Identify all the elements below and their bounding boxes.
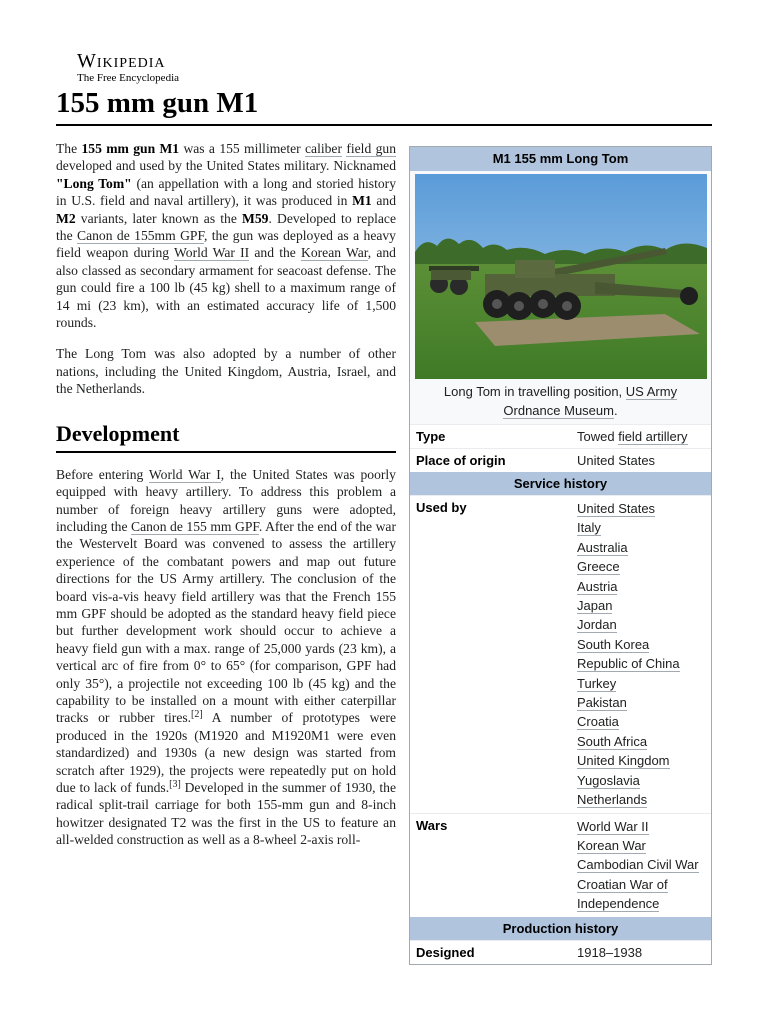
- used-by-link[interactable]: Greece: [577, 559, 620, 575]
- infobox-row-wars: [410, 813, 711, 917]
- infobox-label: Used by: [416, 500, 467, 515]
- infobox-row-used-by: [410, 495, 711, 813]
- bold-term: M59: [242, 210, 269, 226]
- used-by-item: [577, 654, 711, 673]
- wikipedia-wordmark: Wikipedia: [77, 50, 166, 72]
- used-by-link[interactable]: Japan: [577, 598, 613, 614]
- infobox: [409, 146, 712, 965]
- used-by-link[interactable]: Italy: [577, 520, 601, 536]
- intro-paragraph-1: The 155 mm gun M1 was a 155 millimeter caliber field gun developed and used by the United States military. Nicknamed "Long Tom" (an appellation with a long and storied history in U.S. field and naval artillery), it was produced in M1 and M2 variants, later known as the M59. Developed to replace the Canon de 155mm GPF, the gun was deployed as a heavy field weapon during World War II and the Korean War, and also classed as secondary armament for seacoast defense. The gun could fire a 100 lb (45 kg) shell to a maximum range of 14 mi (23 km), with an estimated accuracy life of 1,500 rounds.: [56, 141, 396, 331]
- infobox-image-caption: Long Tom in travelling position, US Army Ordnance Museum.: [443, 384, 678, 418]
- used-by-link[interactable]: Yugoslavia: [577, 772, 640, 788]
- infobox-label: Type: [416, 429, 446, 444]
- reference-link-2[interactable]: [2]: [191, 709, 203, 721]
- used-by-item: [577, 732, 711, 751]
- infobox-label: Wars: [416, 817, 448, 833]
- used-by-item: [577, 557, 711, 576]
- infobox-row-origin: [410, 448, 711, 472]
- infobox-row-designed: [410, 940, 711, 964]
- used-by-item: [577, 712, 711, 731]
- bold-term: M1: [352, 193, 372, 209]
- used-by-link[interactable]: South Korea: [577, 636, 650, 652]
- infobox-value: Towed field artillery: [577, 429, 688, 444]
- used-by-item: [577, 577, 711, 596]
- used-by-link[interactable]: Croatia: [577, 714, 619, 730]
- infobox-row-type: [410, 424, 711, 448]
- used-by-link[interactable]: Republic of China: [577, 656, 680, 672]
- war-item: [577, 817, 711, 836]
- war-link[interactable]: Cambodian Civil War: [577, 857, 699, 873]
- used-by-item: [577, 674, 711, 693]
- used-by-item: [577, 751, 711, 770]
- used-by-link[interactable]: United Kingdom: [577, 753, 670, 769]
- page-title: 155 mm gun M1: [56, 84, 712, 126]
- used-by-item: [577, 499, 711, 518]
- used-by-item: [577, 771, 711, 790]
- used-by-item: [577, 538, 711, 557]
- link-caliber[interactable]: caliber: [305, 141, 342, 156]
- infobox-image-container: [410, 171, 711, 381]
- war-link[interactable]: Korean War: [577, 837, 646, 853]
- used-by-link[interactable]: Turkey: [577, 675, 617, 691]
- infobox-label: Place of origin: [416, 453, 506, 468]
- infobox-value: 1918–1938: [577, 944, 643, 960]
- development-paragraph: Before entering World War I, the United States was poorly equipped with heavy artillery. To address this problem a number of foreign heavy artillery guns were adopted, including the Canon de 155 mm GPF. After the end of the war the Westervelt Board was convened to assess the artillery experience of the combatant powers and map out future directions for the US Army artillery. The conclusion of the board vis-a-vis heavy field artillery was that the French 155 mm GPF should be adopted as the standard heavy field piece but further development work should occur to achieve a heavy field gun with a max. range of 25,000 yards (23 km), a vertical arc of fire from 0° to 65° (for comparison, GPF had only 35°), a projectile not exceeding 100 lb (45 kg) and the capability to be installed on a mount with either caterpillar tracks or rubber tires.[2] A number of prototypes were produced in the 1920s (M1920 and M1920M1 were even standardized) and 1930s (a new design was started from scratch after 1929), the projects were repeatedly put on hold due to lack of funds.[3] Developed in the summer of 1930, the radical split-trail carriage for both 155-mm gun and 8-inch howitzer designated T2 was the first in the US to feature an all-welded construction as well as a 8-wheel 2-axis roll-: [56, 466, 396, 848]
- war-link[interactable]: Croatian War of Independence: [577, 876, 668, 912]
- war-item: [577, 836, 711, 855]
- war-item: [577, 855, 711, 874]
- used-by-link[interactable]: Pakistan: [577, 695, 627, 711]
- used-by-item: [577, 693, 711, 712]
- link-world-war-ii[interactable]: World War II: [174, 245, 250, 261]
- used-by-link[interactable]: South Africa: [577, 733, 648, 749]
- wikipedia-logo[interactable]: [77, 50, 179, 84]
- article-body: [56, 140, 396, 863]
- bold-term: "Long Tom": [56, 175, 132, 191]
- wars-list: [577, 817, 711, 914]
- infobox-section-service-history: Service history: [410, 472, 711, 495]
- infobox-section-production-history: Production history: [410, 917, 711, 940]
- link-us-army-ordnance-museum[interactable]: US Army Ordnance Museum: [503, 384, 678, 418]
- used-by-link[interactable]: Australia: [577, 539, 628, 555]
- used-by-link[interactable]: Netherlands: [577, 792, 648, 808]
- used-by-link[interactable]: United States: [577, 501, 656, 516]
- link-canon-de-155mm-gpf[interactable]: Canon de 155mm GPF: [77, 228, 204, 244]
- link-canon-de-155-mm-gpf[interactable]: Canon de 155 mm GPF: [131, 518, 259, 534]
- used-by-item: [577, 596, 711, 615]
- link-korean-war[interactable]: Korean War: [301, 245, 368, 261]
- infobox-label: Designed: [416, 944, 475, 960]
- link-world-war-i[interactable]: World War I: [148, 466, 221, 482]
- intro-paragraph-2: The Long Tom was also adopted by a number of other nations, including the United Kingdom, Austria, Israel, and the Netherlands.: [56, 346, 396, 397]
- link-field-gun[interactable]: field gun: [346, 141, 396, 156]
- bold-term: M2: [56, 210, 76, 226]
- reference-link-3[interactable]: [3]: [169, 779, 181, 790]
- infobox-image[interactable]: [415, 174, 707, 379]
- used-by-item: [577, 635, 711, 654]
- link-field-artillery[interactable]: field artillery: [618, 429, 688, 444]
- used-by-item: [577, 615, 711, 634]
- used-by-item: [577, 790, 711, 809]
- used-by-link[interactable]: Austria: [577, 578, 618, 594]
- war-link[interactable]: World War II: [577, 818, 649, 834]
- wikipedia-tagline: The Free Encyclopedia: [77, 72, 180, 84]
- used-by-list: [577, 499, 711, 810]
- bold-term: 155 mm gun M1: [81, 141, 180, 156]
- infobox-title: M1 155 mm Long Tom: [410, 147, 711, 171]
- infobox-value: United States: [577, 453, 656, 468]
- war-item: [577, 875, 711, 914]
- used-by-link[interactable]: Jordan: [577, 617, 617, 633]
- used-by-item: [577, 518, 711, 537]
- section-heading-development: Development: [56, 420, 396, 453]
